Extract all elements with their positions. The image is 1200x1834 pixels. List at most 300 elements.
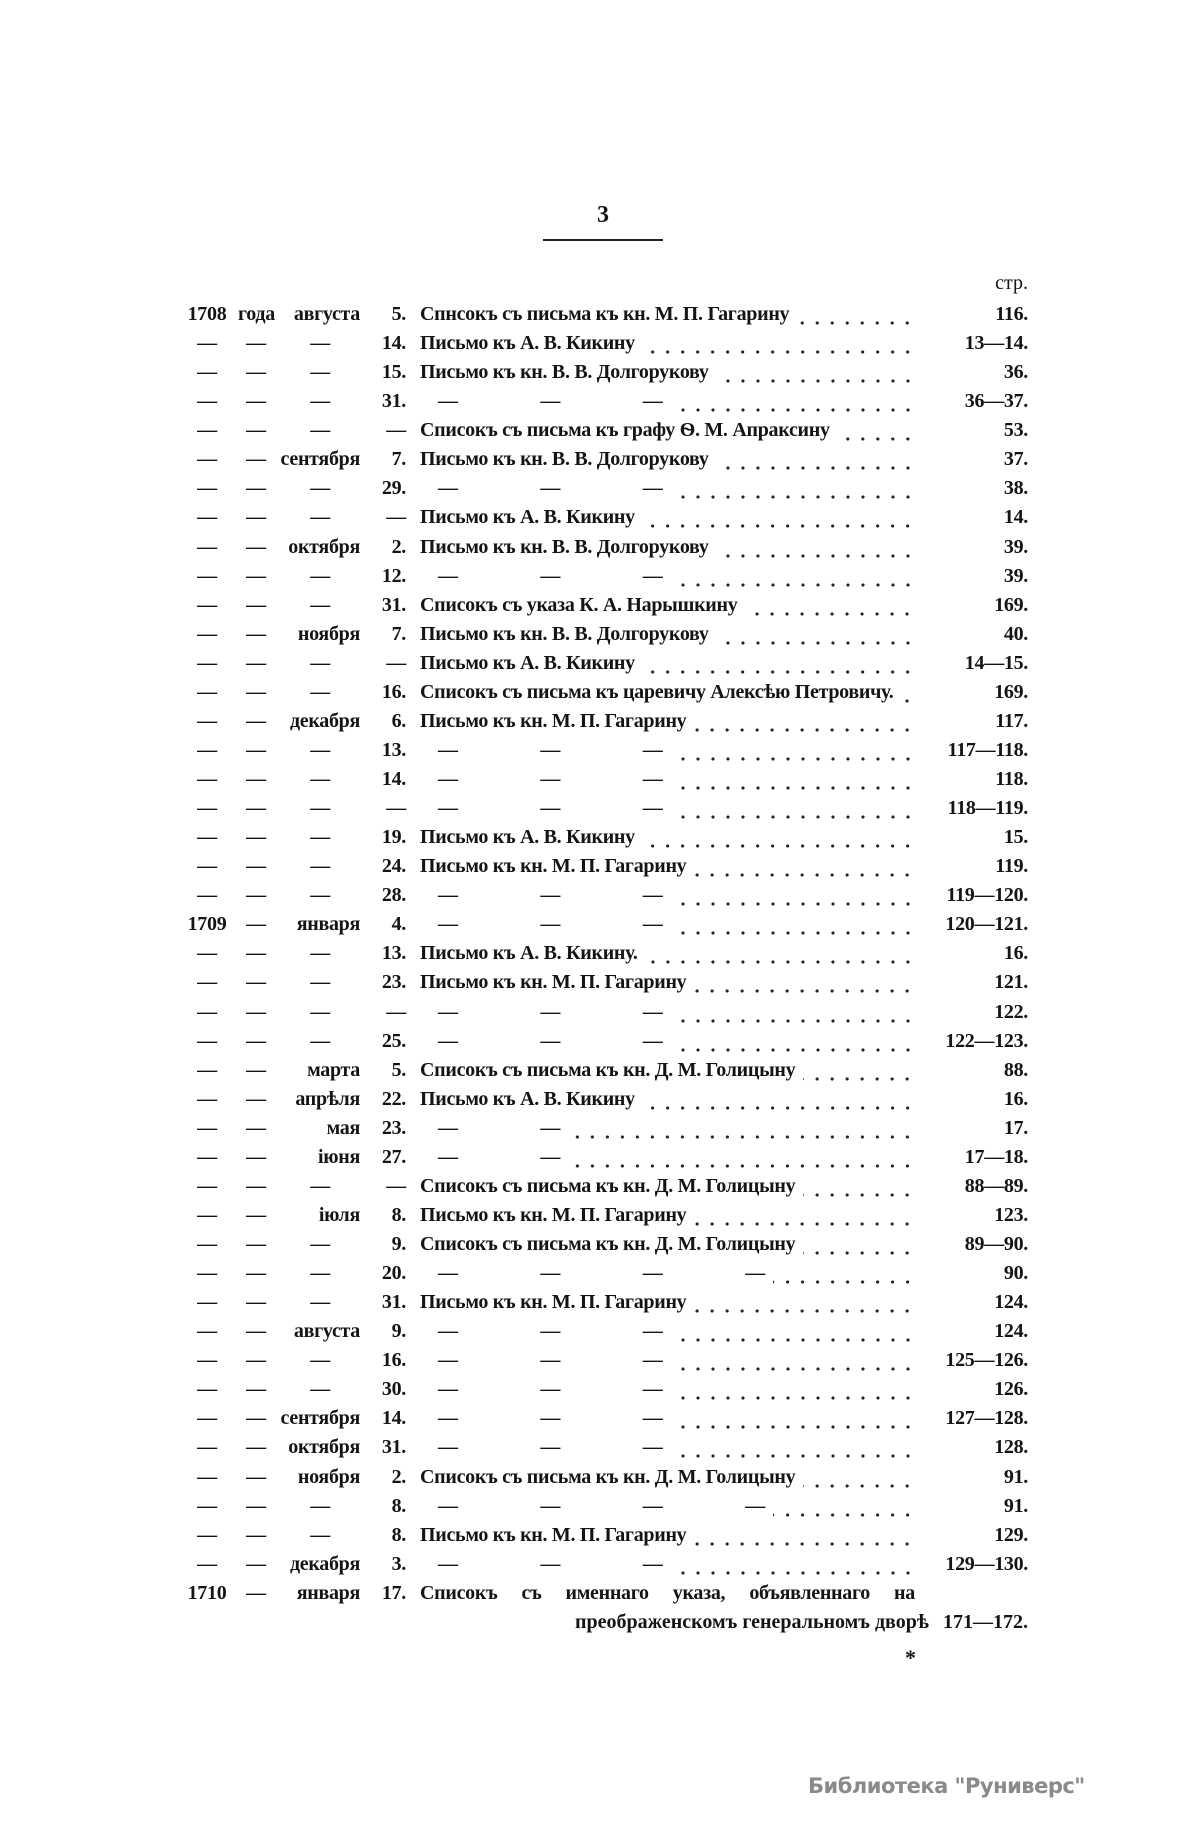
table-row bbox=[0, 1463, 1200, 1492]
table-row-continuation bbox=[0, 1608, 1200, 1637]
table-row bbox=[0, 1172, 1200, 1201]
day-cell: 22. bbox=[381, 1087, 406, 1110]
page-reference: 88. bbox=[1003, 1058, 1028, 1081]
entry-title-text: Письмо къ А. В. Кикину bbox=[420, 826, 635, 849]
page-reference: 118—119. bbox=[947, 797, 1028, 820]
page-reference: 128. bbox=[994, 1436, 1028, 1459]
entry-title bbox=[420, 852, 915, 881]
year-cell: — bbox=[197, 593, 217, 616]
entry-title-text: Письмо къ кн. В. В. Долгорукову bbox=[420, 448, 709, 471]
year-suffix-cell: — bbox=[246, 884, 266, 907]
year-cell: — bbox=[197, 1029, 217, 1052]
dot-leader bbox=[717, 533, 915, 562]
month-cell: іюня bbox=[318, 1145, 360, 1168]
page-number: 3 bbox=[597, 202, 609, 228]
entry-title-word: на bbox=[894, 1581, 915, 1604]
dot-leader bbox=[694, 852, 915, 881]
month-cell: января bbox=[296, 913, 360, 936]
day-cell: 14. bbox=[381, 1407, 406, 1430]
table-row bbox=[0, 445, 1200, 474]
table-row bbox=[0, 387, 1200, 416]
year-cell: 1708 bbox=[187, 303, 227, 325]
day-cell: 29. bbox=[381, 477, 406, 500]
year-suffix-cell: — bbox=[246, 1029, 266, 1052]
table-row bbox=[0, 910, 1200, 939]
year-cell: — bbox=[197, 1349, 217, 1372]
entry-title bbox=[420, 329, 915, 358]
page-reference: 169. bbox=[994, 593, 1028, 616]
dot-leader bbox=[671, 474, 915, 503]
year-cell: — bbox=[197, 768, 217, 790]
year-suffix-cell: — bbox=[246, 1174, 266, 1197]
table-row bbox=[0, 707, 1200, 736]
year-cell: — bbox=[197, 622, 217, 645]
month-cell: — bbox=[310, 768, 330, 790]
entry-title bbox=[420, 939, 915, 968]
entry-title bbox=[420, 1143, 915, 1172]
entry-title-word: именнаго bbox=[565, 1581, 649, 1604]
year-suffix-cell: — bbox=[246, 1552, 266, 1575]
entry-title-text: — — — bbox=[438, 1349, 663, 1372]
day-cell: 9. bbox=[391, 1320, 406, 1343]
day-cell: 7. bbox=[391, 448, 406, 471]
header-rule bbox=[543, 239, 663, 241]
dot-leader bbox=[643, 329, 915, 358]
year-cell: — bbox=[197, 738, 217, 761]
entry-title-text: — — — bbox=[438, 738, 663, 761]
table-row bbox=[0, 998, 1200, 1027]
library-watermark: Библиотека "Руниверс" bbox=[808, 1774, 1085, 1798]
year-cell: — bbox=[197, 477, 217, 500]
month-cell: сентября bbox=[280, 1407, 360, 1430]
entry-title-text: преображенскомъ генеральномъ дворѣ bbox=[575, 1610, 929, 1633]
year-suffix-cell: — bbox=[246, 913, 266, 936]
entry-title-text: Письмо къ кн. В. В. Долгорукову bbox=[420, 361, 709, 384]
year-suffix-cell: — bbox=[246, 1203, 266, 1226]
page-reference: 88—89. bbox=[964, 1174, 1028, 1197]
page-reference: 37. bbox=[1003, 448, 1028, 471]
table-row bbox=[0, 794, 1200, 823]
year-suffix-cell: — bbox=[246, 1436, 266, 1459]
year-cell: — bbox=[197, 448, 217, 471]
day-cell: 7. bbox=[391, 622, 406, 645]
year-cell: — bbox=[197, 1494, 217, 1517]
entry-title bbox=[420, 1433, 915, 1462]
year-cell: — bbox=[197, 1145, 217, 1168]
page-reference: 171—172. bbox=[943, 1610, 1028, 1633]
page-reference: 53. bbox=[1003, 419, 1028, 442]
dot-leader bbox=[671, 1375, 915, 1404]
table-row bbox=[0, 1492, 1200, 1521]
month-cell: — bbox=[310, 738, 330, 761]
year-cell: — bbox=[197, 971, 217, 994]
year-cell: — bbox=[197, 1233, 217, 1255]
table-row bbox=[0, 1317, 1200, 1346]
page-reference: 122—123. bbox=[945, 1029, 1028, 1052]
table-row bbox=[0, 1201, 1200, 1230]
year-suffix-cell: — bbox=[246, 826, 266, 849]
year-cell: — bbox=[197, 1407, 217, 1430]
dot-leader bbox=[671, 765, 915, 794]
year-cell: — bbox=[197, 942, 217, 965]
dot-leader bbox=[717, 620, 915, 649]
year-suffix-cell: — bbox=[246, 1407, 266, 1430]
day-cell: 4. bbox=[391, 913, 406, 936]
page-reference: 116. bbox=[995, 303, 1028, 325]
page-reference: 129. bbox=[994, 1523, 1028, 1546]
entry-title-text: Письмо къ кн. М. П. Гагарину bbox=[420, 1203, 687, 1226]
table-row bbox=[0, 1375, 1200, 1404]
month-cell: мая bbox=[326, 1116, 360, 1139]
year-cell: — bbox=[197, 797, 217, 820]
day-cell: 30. bbox=[381, 1378, 406, 1401]
day-cell: 8. bbox=[391, 1494, 406, 1517]
table-row bbox=[0, 1404, 1200, 1433]
entry-title-text: — — — — bbox=[438, 1262, 765, 1285]
entry-title-text: Списокъ съ письма къ царевичу Алексѣю Петровичу. bbox=[420, 680, 894, 703]
year-cell: — bbox=[197, 709, 217, 732]
month-cell: октября bbox=[288, 535, 360, 558]
year-suffix-cell: — bbox=[246, 1058, 266, 1081]
entry-title-continuation bbox=[575, 1608, 929, 1637]
entry-title bbox=[420, 1085, 915, 1114]
page-reference: 126. bbox=[994, 1378, 1028, 1401]
page-reference: 14. bbox=[1003, 506, 1028, 529]
month-cell: іюля bbox=[318, 1203, 360, 1226]
entry-title bbox=[420, 1492, 915, 1521]
year-cell: 1710 bbox=[187, 1581, 227, 1604]
day-cell: — bbox=[386, 1174, 406, 1197]
page-reference: 16. bbox=[1003, 942, 1028, 965]
entry-title bbox=[420, 387, 915, 416]
entry-title bbox=[420, 1579, 915, 1608]
dot-leader bbox=[671, 910, 915, 939]
dot-leader bbox=[694, 968, 915, 997]
table-row bbox=[0, 591, 1200, 620]
entry-title-text: Письмо къ А. В. Кикину bbox=[420, 1087, 635, 1110]
entry-title bbox=[420, 707, 915, 736]
page-reference: 91. bbox=[1003, 1465, 1028, 1488]
table-row bbox=[0, 678, 1200, 707]
entry-title-text: — — — bbox=[438, 1320, 663, 1343]
entry-title-text: — — — bbox=[438, 1378, 663, 1401]
table-row bbox=[0, 968, 1200, 997]
page-reference: 123. bbox=[994, 1203, 1028, 1226]
year-suffix-cell: — bbox=[246, 651, 266, 674]
dot-leader bbox=[671, 1027, 915, 1056]
year-suffix-cell: — bbox=[246, 1000, 266, 1023]
page-reference: 129—130. bbox=[945, 1552, 1028, 1575]
month-cell: — bbox=[310, 680, 330, 703]
table-row bbox=[0, 1433, 1200, 1462]
day-cell: 15. bbox=[381, 361, 406, 384]
page-reference: 124. bbox=[994, 1291, 1028, 1314]
entry-title-text: — — — bbox=[438, 1552, 663, 1575]
entry-title bbox=[420, 1346, 915, 1375]
page-reference: 36—37. bbox=[964, 390, 1028, 413]
entry-title bbox=[420, 1201, 915, 1230]
year-suffix-cell: — bbox=[246, 855, 266, 878]
dot-leader bbox=[671, 736, 915, 765]
day-cell: 12. bbox=[381, 564, 406, 587]
table-row bbox=[0, 358, 1200, 387]
dot-leader bbox=[643, 1085, 915, 1114]
dot-leader bbox=[803, 1463, 915, 1492]
table-row bbox=[0, 300, 1200, 329]
entry-title bbox=[420, 503, 915, 532]
table-row bbox=[0, 881, 1200, 910]
month-cell: — bbox=[310, 855, 330, 878]
month-cell: — bbox=[310, 1378, 330, 1401]
year-suffix-cell: — bbox=[246, 1087, 266, 1110]
year-cell: — bbox=[197, 680, 217, 703]
page-reference: 14—15. bbox=[964, 651, 1028, 674]
year-cell: — bbox=[197, 1203, 217, 1226]
year-suffix-cell: — bbox=[246, 332, 266, 355]
year-suffix-cell: — bbox=[246, 1494, 266, 1517]
year-cell: — bbox=[197, 1523, 217, 1546]
year-cell: — bbox=[197, 1174, 217, 1197]
entry-title-word: объявленнаго bbox=[749, 1581, 870, 1604]
page-reference: 89—90. bbox=[964, 1233, 1028, 1255]
entry-title bbox=[420, 620, 915, 649]
day-cell: — bbox=[386, 1000, 406, 1023]
year-suffix-cell: — bbox=[246, 1145, 266, 1168]
entry-title bbox=[420, 1230, 915, 1259]
page-reference: 118. bbox=[995, 768, 1028, 790]
end-mark: * bbox=[905, 1645, 916, 1670]
year-suffix-cell: — bbox=[246, 535, 266, 558]
month-cell: августа bbox=[293, 303, 360, 325]
month-cell: — bbox=[310, 1233, 330, 1255]
page-reference: 17. bbox=[1003, 1116, 1028, 1139]
entry-title-text: — — — bbox=[438, 564, 663, 587]
dot-leader bbox=[694, 1521, 915, 1550]
year-cell: — bbox=[197, 1262, 217, 1285]
page-reference: 91. bbox=[1003, 1494, 1028, 1517]
entry-title-text: Письмо къ А. В. Кикину. bbox=[420, 942, 638, 965]
page-reference: 122. bbox=[994, 1000, 1028, 1023]
dot-leader bbox=[773, 1492, 915, 1521]
year-suffix-cell: — bbox=[246, 390, 266, 413]
entry-title-text: Письмо къ кн. М. П. Гагарину bbox=[420, 855, 687, 878]
year-suffix-cell: — bbox=[246, 768, 266, 790]
month-cell: марта bbox=[307, 1058, 360, 1081]
page-reference: 16. bbox=[1003, 1087, 1028, 1110]
year-cell: — bbox=[197, 332, 217, 355]
page-reference: 120—121. bbox=[945, 913, 1028, 936]
day-cell: 23. bbox=[381, 1116, 406, 1139]
day-cell: 31. bbox=[381, 1291, 406, 1314]
page-reference: 127—128. bbox=[945, 1407, 1028, 1430]
month-cell: января bbox=[296, 1581, 360, 1604]
dot-leader bbox=[671, 1550, 915, 1579]
entry-title-text: Списокъ съ письма къ кн. Д. М. Голицыну bbox=[420, 1174, 796, 1197]
table-row bbox=[0, 939, 1200, 968]
dot-leader bbox=[803, 1230, 915, 1259]
dot-leader bbox=[838, 416, 915, 445]
dot-leader bbox=[717, 358, 915, 387]
year-cell: — bbox=[197, 1087, 217, 1110]
day-cell: 9. bbox=[391, 1233, 406, 1255]
table-row bbox=[0, 852, 1200, 881]
entry-title bbox=[420, 1521, 915, 1550]
entry-title bbox=[420, 533, 915, 562]
entry-title-text: Письмо къ А. В. Кикину bbox=[420, 651, 635, 674]
month-cell: — bbox=[310, 593, 330, 616]
day-cell: — bbox=[386, 797, 406, 820]
page-reference: 121. bbox=[994, 971, 1028, 994]
table-row bbox=[0, 1230, 1200, 1259]
page-reference: 125—126. bbox=[945, 1349, 1028, 1372]
entry-title bbox=[420, 562, 915, 591]
entry-title bbox=[420, 1288, 915, 1317]
entry-title-text: — — bbox=[438, 1145, 561, 1168]
entry-title bbox=[420, 765, 915, 794]
year-suffix-cell: — bbox=[246, 1378, 266, 1401]
day-cell: 2. bbox=[391, 1465, 406, 1488]
page-reference: 117. bbox=[995, 709, 1028, 732]
entry-title-text: Списокъ съ письма къ кн. Д. М. Голицыну bbox=[420, 1465, 796, 1488]
day-cell: 14. bbox=[381, 768, 406, 790]
year-cell: — bbox=[197, 884, 217, 907]
day-cell: 2. bbox=[391, 535, 406, 558]
month-cell: апрѣля bbox=[295, 1087, 360, 1110]
year-suffix-cell: — bbox=[246, 1320, 266, 1343]
page-reference: 40. bbox=[1003, 622, 1028, 645]
entry-title-text: Списокъ съ письма къ кн. Д. М. Голицыну bbox=[420, 1058, 796, 1081]
table-row bbox=[0, 1259, 1200, 1288]
contents-list bbox=[0, 300, 1200, 1637]
month-cell: — bbox=[310, 390, 330, 413]
month-cell: — bbox=[310, 1000, 330, 1023]
page-reference: 39. bbox=[1003, 535, 1028, 558]
year-suffix-cell: — bbox=[246, 942, 266, 965]
page-reference: 124. bbox=[994, 1320, 1028, 1343]
page-reference: 169. bbox=[994, 680, 1028, 703]
day-cell: 31. bbox=[381, 390, 406, 413]
year-suffix-cell: — bbox=[246, 448, 266, 471]
day-cell: 13. bbox=[381, 942, 406, 965]
dot-leader bbox=[643, 649, 915, 678]
entry-title bbox=[420, 998, 915, 1027]
month-cell: ноября bbox=[297, 622, 360, 645]
year-suffix-cell: — bbox=[246, 564, 266, 587]
year-cell: — bbox=[197, 1116, 217, 1139]
month-cell: — bbox=[310, 826, 330, 849]
table-row bbox=[0, 562, 1200, 591]
year-cell: — bbox=[197, 390, 217, 413]
dot-leader bbox=[745, 591, 915, 620]
entry-title-word: Списокъ bbox=[420, 1581, 498, 1604]
year-suffix-cell: — bbox=[246, 419, 266, 442]
entry-title bbox=[420, 1404, 915, 1433]
entry-title bbox=[420, 910, 915, 939]
dot-leader bbox=[773, 1259, 915, 1288]
year-cell: — bbox=[197, 535, 217, 558]
entry-title-text: Списокъ съ письма къ графу Ѳ. М. Апраксину bbox=[420, 419, 830, 442]
entry-title bbox=[420, 794, 915, 823]
year-cell: — bbox=[197, 1552, 217, 1575]
dot-leader bbox=[671, 562, 915, 591]
dot-leader bbox=[643, 823, 915, 852]
pages-column-header: стр. bbox=[995, 272, 1028, 294]
year-cell: — bbox=[197, 1378, 217, 1401]
entry-title-text: — — — bbox=[438, 1029, 663, 1052]
year-cell: — bbox=[197, 419, 217, 442]
table-row bbox=[0, 503, 1200, 532]
entry-title-text: Письмо къ кн. М. П. Гагарину bbox=[420, 971, 687, 994]
entry-title-text: Письмо къ А. В. Кикину bbox=[420, 332, 635, 355]
year-suffix-cell: — bbox=[246, 1465, 266, 1488]
day-cell: 16. bbox=[381, 680, 406, 703]
entry-title bbox=[420, 1027, 915, 1056]
page-reference: 38. bbox=[1003, 477, 1028, 500]
month-cell: — bbox=[310, 332, 330, 355]
day-cell: — bbox=[386, 506, 406, 529]
entry-title-text: Письмо къ кн. М. П. Гагарину bbox=[420, 709, 687, 732]
day-cell: 19. bbox=[381, 826, 406, 849]
entry-title bbox=[420, 1056, 915, 1085]
year-cell: — bbox=[197, 1000, 217, 1023]
day-cell: 25. bbox=[381, 1029, 406, 1052]
table-row bbox=[0, 533, 1200, 562]
day-cell: 14. bbox=[381, 332, 406, 355]
table-row bbox=[0, 1288, 1200, 1317]
day-cell: 24. bbox=[381, 855, 406, 878]
entry-title-text: Письмо къ кн. М. П. Гагарину bbox=[420, 1523, 687, 1546]
month-cell: — bbox=[310, 797, 330, 820]
dot-leader bbox=[671, 1404, 915, 1433]
year-cell: — bbox=[197, 564, 217, 587]
table-row bbox=[0, 1346, 1200, 1375]
entry-title-text: Письмо къ А. В. Кикину bbox=[420, 506, 635, 529]
table-row bbox=[0, 1143, 1200, 1172]
table-row bbox=[0, 1579, 1200, 1608]
dot-leader bbox=[671, 1433, 915, 1462]
month-cell: — bbox=[310, 477, 330, 500]
year-cell: — bbox=[197, 1291, 217, 1314]
entry-title-text: — — — bbox=[438, 1000, 663, 1023]
year-cell: — bbox=[197, 1320, 217, 1343]
entry-title bbox=[420, 881, 915, 910]
year-suffix-cell: — bbox=[246, 1233, 266, 1255]
month-cell: — bbox=[310, 361, 330, 384]
year-cell: — bbox=[197, 1465, 217, 1488]
entry-title bbox=[420, 474, 915, 503]
year-suffix-cell: — bbox=[246, 971, 266, 994]
entry-title-word: съ bbox=[521, 1581, 542, 1604]
dot-leader bbox=[568, 1114, 915, 1143]
month-cell: — bbox=[310, 1523, 330, 1546]
year-suffix-cell: — bbox=[246, 1262, 266, 1285]
month-cell: — bbox=[310, 1291, 330, 1314]
month-cell: — bbox=[310, 1494, 330, 1517]
year-suffix-cell: — bbox=[246, 1116, 266, 1139]
entry-title-text: — — bbox=[438, 1116, 561, 1139]
table-row bbox=[0, 329, 1200, 358]
month-cell: — bbox=[310, 971, 330, 994]
day-cell: 8. bbox=[391, 1523, 406, 1546]
dot-leader bbox=[803, 1056, 915, 1085]
dot-leader bbox=[671, 881, 915, 910]
table-row bbox=[0, 1056, 1200, 1085]
entry-title bbox=[420, 445, 915, 474]
dot-leader bbox=[671, 1346, 915, 1375]
year-suffix-cell: — bbox=[246, 622, 266, 645]
day-cell: 8. bbox=[391, 1203, 406, 1226]
table-row bbox=[0, 765, 1200, 794]
